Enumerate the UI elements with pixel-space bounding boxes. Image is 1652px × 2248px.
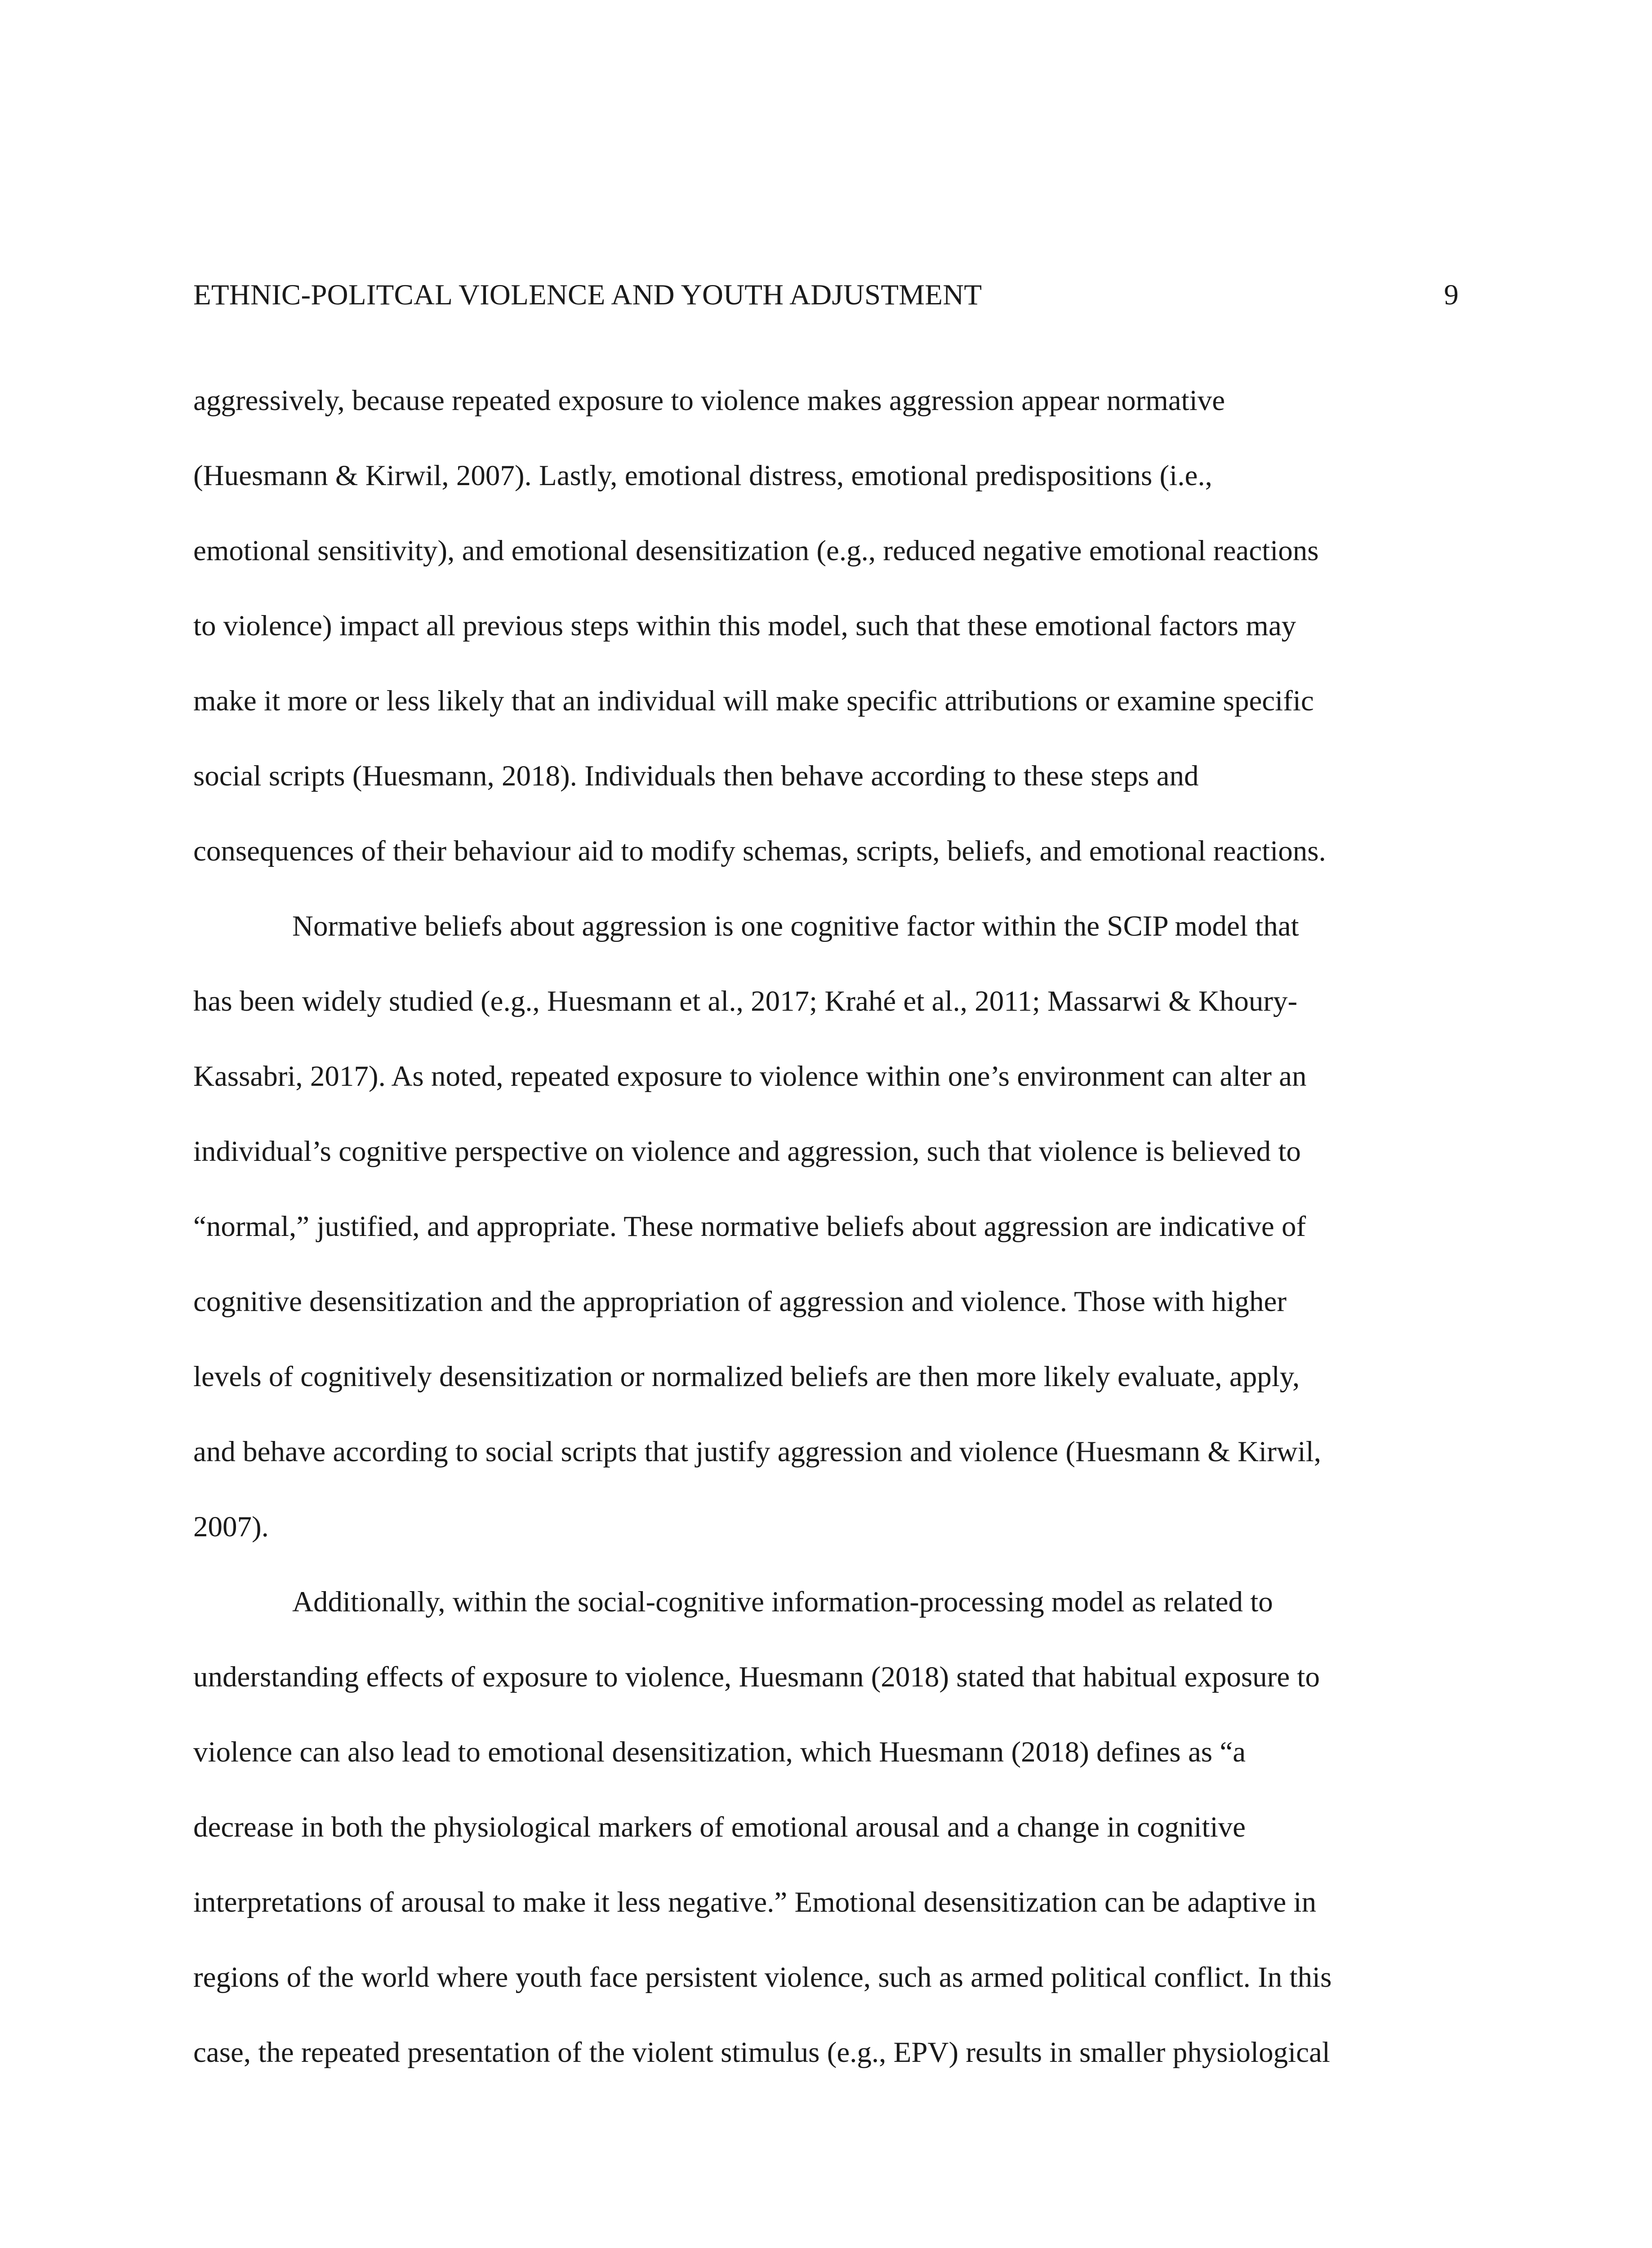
text-line: has been widely studied (e.g., Huesmann et al., 2017; Krahé et al., 2011; Massarwi & Khoury- bbox=[193, 985, 1298, 1017]
text-line: Kassabri, 2017). As noted, repeated exposure to violence within one’s environment can alter an bbox=[193, 1060, 1307, 1093]
text-line: 2007). bbox=[193, 1511, 269, 1543]
text-line: violence can also lead to emotional desensitization, which Huesmann (2018) defines as “a bbox=[193, 1736, 1246, 1768]
text-line: and behave according to social scripts that justify aggression and violence (Huesmann & Kirwil, bbox=[193, 1436, 1322, 1468]
running-head bbox=[193, 272, 1459, 317]
text-line: interpretations of arousal to make it less negative.” Emotional desensitization can be adaptive in bbox=[193, 1886, 1317, 1918]
text-line: social scripts (Huesmann, 2018). Individuals then behave according to these steps and bbox=[193, 760, 1199, 792]
text-line: aggressively, because repeated exposure to violence makes aggression appear normative bbox=[193, 384, 1225, 417]
text-line: Normative beliefs about aggression is one cognitive factor within the SCIP model that bbox=[292, 910, 1299, 942]
text-line: understanding effects of exposure to violence, Huesmann (2018) stated that habitual exposure to bbox=[193, 1661, 1320, 1693]
text-line: cognitive desensitization and the appropriation of aggression and violence. Those with higher bbox=[193, 1285, 1287, 1318]
text-line: (Huesmann & Kirwil, 2007). Lastly, emotional distress, emotional predispositions (i.e., bbox=[193, 459, 1212, 492]
text-line: levels of cognitively desensitization or normalized beliefs are then more likely evaluate, apply, bbox=[193, 1360, 1300, 1393]
text-line: emotional sensitivity), and emotional desensitization (e.g., reduced negative emotional reactions bbox=[193, 535, 1319, 567]
text-line: make it more or less likely that an individual will make specific attributions or examine specific bbox=[193, 685, 1314, 717]
page-number: 9 bbox=[1444, 279, 1459, 311]
running-title: ETHNIC-POLITCAL VIOLENCE AND YOUTH ADJUSTMENT bbox=[193, 279, 982, 311]
text-line: Additionally, within the social-cognitive information-processing model as related to bbox=[292, 1586, 1273, 1618]
text-line: regions of the world where youth face persistent violence, such as armed political conflict. In this bbox=[193, 1961, 1332, 1994]
text-line: consequences of their behaviour aid to modify schemas, scripts, beliefs, and emotional reactions. bbox=[193, 835, 1326, 867]
text-line: to violence) impact all previous steps within this model, such that these emotional factors may bbox=[193, 610, 1296, 642]
body-text bbox=[193, 363, 1459, 2090]
text-line: decrease in both the physiological markers of emotional arousal and a change in cognitive bbox=[193, 1811, 1246, 1843]
text-line: individual’s cognitive perspective on violence and aggression, such that violence is believed to bbox=[193, 1135, 1301, 1168]
text-line: “normal,” justified, and appropriate. These normative beliefs about aggression are indicative of bbox=[193, 1210, 1306, 1243]
text-line: case, the repeated presentation of the violent stimulus (e.g., EPV) results in smaller physiological bbox=[193, 2036, 1330, 2069]
